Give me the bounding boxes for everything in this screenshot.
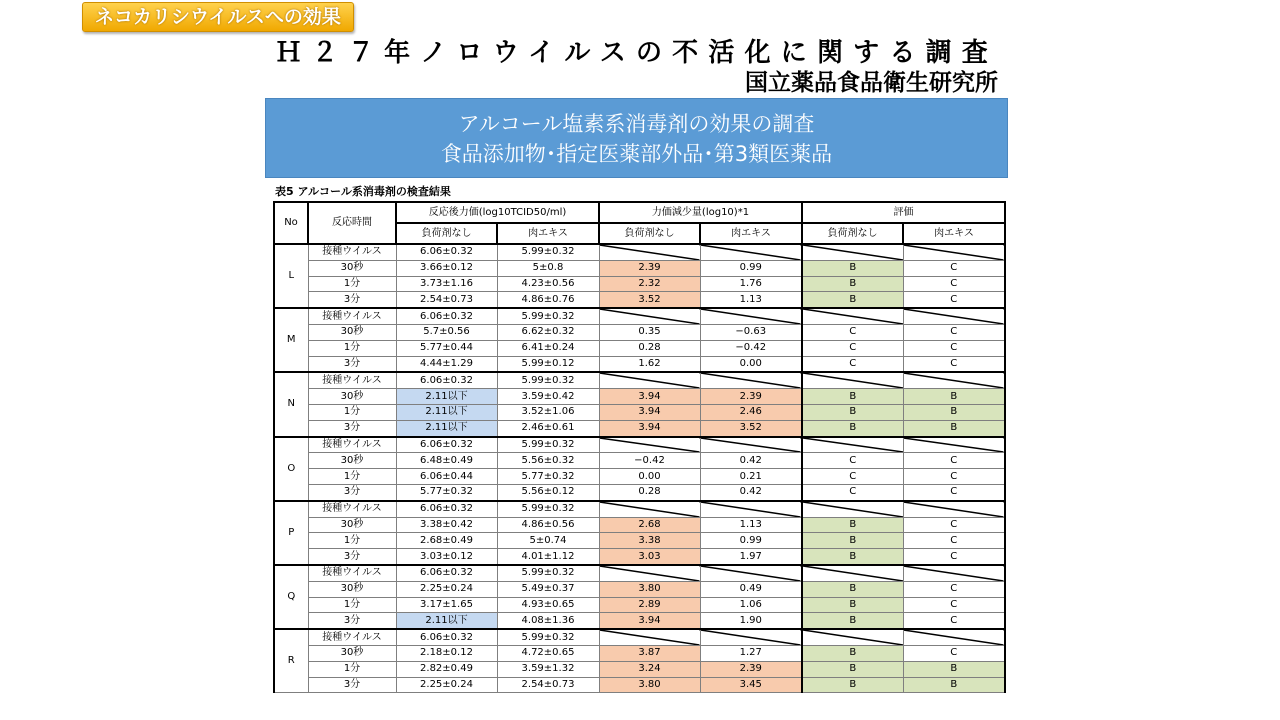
eval-meat-cell [903, 244, 1005, 260]
titer-none-cell: 5.77±0.44 [396, 340, 497, 356]
reduction-none-cell: 3.94 [599, 420, 700, 436]
header-row-1 [274, 202, 1005, 223]
reduction-meat-cell: 0.42 [700, 453, 802, 469]
eval-none-cell [802, 501, 903, 517]
time-cell: 3分 [308, 356, 396, 372]
table-row [274, 533, 1005, 549]
titer-none-cell: 3.03±0.12 [396, 549, 497, 565]
group-no: R [274, 629, 308, 693]
titer-none-cell: 2.68±0.49 [396, 533, 497, 549]
reduction-meat-cell: 3.45 [700, 677, 802, 693]
reduction-none-cell: 2.89 [599, 597, 700, 613]
titer-meat-cell: 5±0.8 [497, 260, 599, 276]
eval-meat-cell [903, 308, 1005, 324]
reduction-none-cell: 3.94 [599, 404, 700, 420]
eval-meat-cell [903, 565, 1005, 581]
time-cell: 30秒 [308, 453, 396, 469]
table-row [274, 484, 1005, 500]
eval-none-cell: B [802, 517, 903, 533]
time-cell: 1分 [308, 404, 396, 420]
table-row [274, 292, 1005, 308]
titer-none-cell: 6.06±0.44 [396, 469, 497, 485]
eval-none-cell: B [802, 677, 903, 693]
table-row [274, 389, 1005, 405]
titer-none-cell: 3.73±1.16 [396, 276, 497, 292]
reduction-none-cell: 1.62 [599, 356, 700, 372]
reduction-meat-cell [700, 372, 802, 388]
titer-meat-cell: 5.99±0.32 [497, 308, 599, 324]
eval-none-cell: C [802, 469, 903, 485]
reduction-meat-cell [700, 308, 802, 324]
reduction-meat-cell [700, 501, 802, 517]
group-no: M [274, 308, 308, 372]
time-cell: 1分 [308, 661, 396, 677]
eval-none-cell: C [802, 324, 903, 340]
time-cell: 3分 [308, 613, 396, 629]
eval-meat-cell: C [903, 533, 1005, 549]
header-time: 反応時間 [308, 202, 396, 244]
time-cell: 1分 [308, 469, 396, 485]
titer-meat-cell: 5.99±0.32 [497, 501, 599, 517]
reduction-none-cell: 0.28 [599, 484, 700, 500]
eval-meat-cell [903, 437, 1005, 453]
table-row [274, 453, 1005, 469]
reduction-none-cell [599, 565, 700, 581]
eval-meat-cell: C [903, 645, 1005, 661]
eval-none-cell: B [802, 581, 903, 597]
header-titer-meat: 肉エキス [497, 223, 599, 244]
eval-none-cell: B [802, 260, 903, 276]
reduction-meat-cell: 0.49 [700, 581, 802, 597]
reduction-none-cell: 3.80 [599, 677, 700, 693]
table-row [274, 597, 1005, 613]
titer-none-cell: 2.25±0.24 [396, 677, 497, 693]
titer-none-cell: 3.38±0.42 [396, 517, 497, 533]
reduction-meat-cell: 0.99 [700, 533, 802, 549]
reduction-meat-cell: 0.00 [700, 356, 802, 372]
time-cell: 接種ウイルス [308, 308, 396, 324]
titer-meat-cell: 5.56±0.12 [497, 484, 599, 500]
table-row [274, 549, 1005, 565]
eval-none-cell: B [802, 661, 903, 677]
eval-meat-cell: C [903, 324, 1005, 340]
eval-none-cell: B [802, 613, 903, 629]
time-cell: 接種ウイルス [308, 244, 396, 260]
titer-none-cell: 5.77±0.32 [396, 484, 497, 500]
reduction-none-cell: 3.38 [599, 533, 700, 549]
reduction-meat-cell [700, 565, 802, 581]
reduction-none-cell: 3.80 [599, 581, 700, 597]
time-cell: 1分 [308, 533, 396, 549]
titer-meat-cell: 5.99±0.32 [497, 244, 599, 260]
titer-meat-cell: 3.59±0.42 [497, 389, 599, 405]
titer-meat-cell: 3.59±1.32 [497, 661, 599, 677]
table-row [274, 308, 1005, 324]
reduction-meat-cell: 1.27 [700, 645, 802, 661]
banner-line-2: 食品添加物･指定医薬部外品･第3類医薬品 [440, 142, 833, 166]
reduction-none-cell [599, 501, 700, 517]
header-eval-none: 負荷剤なし [802, 223, 903, 244]
eval-none-cell: B [802, 292, 903, 308]
table-row [274, 324, 1005, 340]
banner-line-1: アルコール塩素系消毒剤の効果の調査 [458, 112, 815, 136]
eval-none-cell: C [802, 340, 903, 356]
reduction-none-cell: 3.87 [599, 645, 700, 661]
table-row [274, 501, 1005, 517]
reduction-none-cell: 0.00 [599, 469, 700, 485]
group-no: P [274, 501, 308, 565]
eval-none-cell: C [802, 484, 903, 500]
reduction-meat-cell [700, 244, 802, 260]
titer-meat-cell: 5.77±0.32 [497, 469, 599, 485]
titer-meat-cell: 5±0.74 [497, 533, 599, 549]
header-titer: 反応後力価(log10TCID50/ml) [396, 202, 599, 223]
eval-meat-cell: C [903, 469, 1005, 485]
page-title: Ｈ２７年ノロウイルスの不活化に関する調査 [275, 38, 998, 68]
titer-none-cell: 6.06±0.32 [396, 501, 497, 517]
eval-meat-cell: C [903, 484, 1005, 500]
titer-meat-cell: 4.72±0.65 [497, 645, 599, 661]
titer-meat-cell: 4.08±1.36 [497, 613, 599, 629]
time-cell: 接種ウイルス [308, 565, 396, 581]
reduction-none-cell: −0.42 [599, 453, 700, 469]
time-cell: 3分 [308, 420, 396, 436]
eval-meat-cell: C [903, 292, 1005, 308]
time-cell: 30秒 [308, 324, 396, 340]
eval-meat-cell: B [903, 420, 1005, 436]
reduction-none-cell: 3.03 [599, 549, 700, 565]
time-cell: 接種ウイルス [308, 437, 396, 453]
reduction-none-cell: 3.24 [599, 661, 700, 677]
reduction-meat-cell: 2.46 [700, 404, 802, 420]
eval-meat-cell: C [903, 597, 1005, 613]
titer-meat-cell: 2.54±0.73 [497, 677, 599, 693]
titer-meat-cell: 5.99±0.32 [497, 565, 599, 581]
eval-meat-cell: C [903, 276, 1005, 292]
titer-none-cell: 3.66±0.12 [396, 260, 497, 276]
titer-none-cell: 2.11以下 [396, 389, 497, 405]
table-row [274, 372, 1005, 388]
titer-none-cell: 2.82±0.49 [396, 661, 497, 677]
eval-none-cell [802, 308, 903, 324]
titer-none-cell: 2.11以下 [396, 404, 497, 420]
eval-meat-cell: C [903, 340, 1005, 356]
reduction-none-cell [599, 244, 700, 260]
group-no: Q [274, 565, 308, 629]
eval-none-cell: B [802, 404, 903, 420]
time-cell: 接種ウイルス [308, 372, 396, 388]
titer-meat-cell: 5.99±0.32 [497, 372, 599, 388]
reduction-none-cell: 3.52 [599, 292, 700, 308]
reduction-meat-cell: −0.63 [700, 324, 802, 340]
eval-none-cell: B [802, 645, 903, 661]
table-row [274, 437, 1005, 453]
table-row [274, 565, 1005, 581]
eval-none-cell: B [802, 533, 903, 549]
reduction-meat-cell [700, 629, 802, 645]
time-cell: 3分 [308, 677, 396, 693]
eval-meat-cell: B [903, 404, 1005, 420]
reduction-meat-cell: 2.39 [700, 389, 802, 405]
time-cell: 3分 [308, 484, 396, 500]
eval-meat-cell [903, 629, 1005, 645]
eval-meat-cell: C [903, 613, 1005, 629]
eval-none-cell [802, 437, 903, 453]
table-row [274, 469, 1005, 485]
titer-meat-cell: 5.99±0.32 [497, 437, 599, 453]
header-reduction-meat: 肉エキス [700, 223, 802, 244]
eval-meat-cell: C [903, 356, 1005, 372]
titer-meat-cell: 5.99±0.32 [497, 629, 599, 645]
titer-meat-cell: 4.86±0.56 [497, 517, 599, 533]
titer-meat-cell: 4.23±0.56 [497, 276, 599, 292]
eval-meat-cell [903, 372, 1005, 388]
table-row [274, 420, 1005, 436]
eval-meat-cell: B [903, 661, 1005, 677]
titer-none-cell: 2.54±0.73 [396, 292, 497, 308]
titer-meat-cell: 4.93±0.65 [497, 597, 599, 613]
time-cell: 30秒 [308, 389, 396, 405]
titer-meat-cell: 2.46±0.61 [497, 420, 599, 436]
titer-none-cell: 2.25±0.24 [396, 581, 497, 597]
titer-none-cell: 2.11以下 [396, 420, 497, 436]
eval-none-cell [802, 565, 903, 581]
reduction-none-cell [599, 308, 700, 324]
titer-meat-cell: 6.41±0.24 [497, 340, 599, 356]
header-reduction: 力価減少量(log10)*1 [599, 202, 802, 223]
reduction-meat-cell: 2.39 [700, 661, 802, 677]
time-cell: 30秒 [308, 581, 396, 597]
eval-meat-cell: B [903, 389, 1005, 405]
table-row [274, 517, 1005, 533]
header-no: No [274, 202, 308, 244]
table-row [274, 356, 1005, 372]
titer-none-cell: 5.7±0.56 [396, 324, 497, 340]
reduction-none-cell: 3.94 [599, 389, 700, 405]
eval-none-cell: C [802, 356, 903, 372]
table-row [274, 340, 1005, 356]
titer-none-cell: 6.06±0.32 [396, 565, 497, 581]
titer-meat-cell: 3.52±1.06 [497, 404, 599, 420]
banner [265, 98, 1008, 178]
eval-meat-cell: C [903, 453, 1005, 469]
eval-meat-cell: C [903, 260, 1005, 276]
table-row [274, 276, 1005, 292]
eval-none-cell: B [802, 549, 903, 565]
titer-none-cell: 4.44±1.29 [396, 356, 497, 372]
header-eval-meat: 肉エキス [903, 223, 1005, 244]
reduction-meat-cell: 1.06 [700, 597, 802, 613]
time-cell: 1分 [308, 597, 396, 613]
header-titer-none: 負荷剤なし [396, 223, 497, 244]
reduction-meat-cell: 1.13 [700, 517, 802, 533]
eval-none-cell: C [802, 453, 903, 469]
group-no: L [274, 244, 308, 308]
time-cell: 接種ウイルス [308, 501, 396, 517]
header-eval: 評価 [802, 202, 1005, 223]
reduction-none-cell [599, 437, 700, 453]
titer-none-cell: 2.18±0.12 [396, 645, 497, 661]
table-row [274, 244, 1005, 260]
titer-meat-cell: 5.99±0.12 [497, 356, 599, 372]
table-row [274, 629, 1005, 645]
reduction-meat-cell: 1.97 [700, 549, 802, 565]
titer-meat-cell: 6.62±0.32 [497, 324, 599, 340]
table-row [274, 661, 1005, 677]
titer-none-cell: 2.11以下 [396, 613, 497, 629]
reduction-none-cell: 2.32 [599, 276, 700, 292]
time-cell: 30秒 [308, 645, 396, 661]
reduction-none-cell: 0.28 [599, 340, 700, 356]
table-caption: 表5 アルコール系消毒剤の検査結果 [275, 185, 451, 198]
reduction-meat-cell: 3.52 [700, 420, 802, 436]
eval-none-cell: B [802, 276, 903, 292]
table-row [274, 581, 1005, 597]
reduction-meat-cell: 0.42 [700, 484, 802, 500]
table-row [274, 645, 1005, 661]
titer-none-cell: 6.06±0.32 [396, 308, 497, 324]
reduction-meat-cell: 1.90 [700, 613, 802, 629]
titer-meat-cell: 4.86±0.76 [497, 292, 599, 308]
time-cell: 接種ウイルス [308, 629, 396, 645]
titer-meat-cell: 5.56±0.32 [497, 453, 599, 469]
table-row [274, 613, 1005, 629]
group-no: N [274, 372, 308, 436]
time-cell: 30秒 [308, 260, 396, 276]
time-cell: 3分 [308, 549, 396, 565]
eval-none-cell [802, 372, 903, 388]
reduction-none-cell: 2.68 [599, 517, 700, 533]
time-cell: 1分 [308, 340, 396, 356]
time-cell: 30秒 [308, 517, 396, 533]
results-table [273, 201, 1006, 693]
reduction-none-cell: 2.39 [599, 260, 700, 276]
page-subtitle: 国立薬品食品衛生研究所 [745, 70, 998, 96]
eval-none-cell: B [802, 389, 903, 405]
header-reduction-none: 負荷剤なし [599, 223, 700, 244]
eval-none-cell: B [802, 597, 903, 613]
eval-meat-cell: C [903, 517, 1005, 533]
titer-none-cell: 6.06±0.32 [396, 437, 497, 453]
reduction-meat-cell: −0.42 [700, 340, 802, 356]
titer-meat-cell: 5.49±0.37 [497, 581, 599, 597]
eval-none-cell: B [802, 420, 903, 436]
section-tag: ネコカリシウイルスへの効果 [82, 2, 354, 32]
titer-none-cell: 6.06±0.32 [396, 629, 497, 645]
table-row [274, 404, 1005, 420]
titer-none-cell: 6.06±0.32 [396, 244, 497, 260]
reduction-none-cell: 3.94 [599, 613, 700, 629]
titer-none-cell: 6.48±0.49 [396, 453, 497, 469]
eval-meat-cell: C [903, 549, 1005, 565]
eval-none-cell [802, 629, 903, 645]
reduction-meat-cell: 1.76 [700, 276, 802, 292]
eval-meat-cell: C [903, 581, 1005, 597]
eval-meat-cell: B [903, 677, 1005, 693]
eval-meat-cell [903, 501, 1005, 517]
titer-meat-cell: 4.01±1.12 [497, 549, 599, 565]
reduction-meat-cell: 1.13 [700, 292, 802, 308]
reduction-none-cell [599, 629, 700, 645]
reduction-none-cell [599, 372, 700, 388]
titer-none-cell: 3.17±1.65 [396, 597, 497, 613]
reduction-meat-cell [700, 437, 802, 453]
reduction-meat-cell: 0.21 [700, 469, 802, 485]
time-cell: 1分 [308, 276, 396, 292]
titer-none-cell: 6.06±0.32 [396, 372, 497, 388]
table-row [274, 677, 1005, 693]
reduction-meat-cell: 0.99 [700, 260, 802, 276]
eval-none-cell [802, 244, 903, 260]
reduction-none-cell: 0.35 [599, 324, 700, 340]
time-cell: 3分 [308, 292, 396, 308]
group-no: O [274, 437, 308, 501]
table-row [274, 260, 1005, 276]
table-body [274, 244, 1005, 693]
